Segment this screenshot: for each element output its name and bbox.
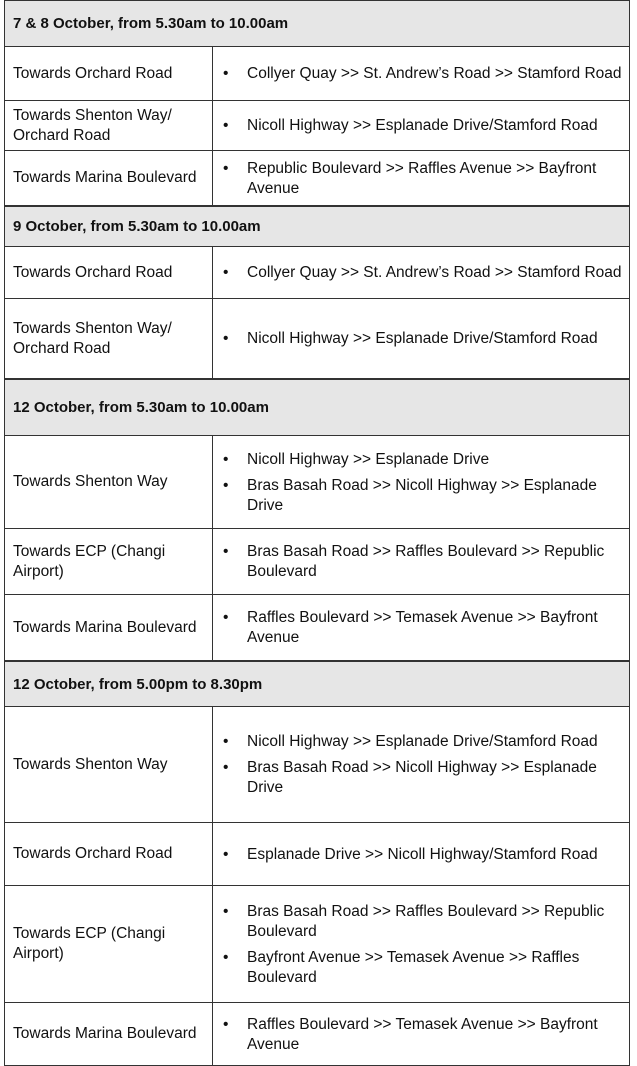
direction-cell: Towards Shenton Way/ Orchard Road	[5, 299, 213, 378]
section-oct-9	[4, 206, 630, 379]
table-row	[5, 436, 629, 529]
direction-cell: Towards Shenton Way	[5, 436, 213, 528]
routes-cell	[213, 1003, 629, 1065]
direction-cell: Towards Orchard Road	[5, 247, 213, 298]
table-row	[5, 1003, 629, 1066]
section-heading: 9 October, from 5.30am to 10.00am	[5, 207, 629, 247]
routes-cell	[213, 886, 629, 1002]
table-row	[5, 247, 629, 299]
table-row	[5, 47, 629, 101]
table-row	[5, 707, 629, 823]
direction-cell: Towards Orchard Road	[5, 47, 213, 100]
routes-cell	[213, 247, 629, 298]
route-item: • Bras Basah Road >> Nicoll Highway >> Esplanade Drive	[247, 476, 623, 516]
routes-cell	[213, 101, 629, 150]
section-oct-12-morning	[4, 379, 630, 661]
routes-cell	[213, 595, 629, 660]
routes-cell	[213, 151, 629, 205]
route-item: • Bayfront Avenue >> Temasek Avenue >> Raffles Boulevard	[247, 948, 623, 988]
routes-cell	[213, 823, 629, 885]
table-row	[5, 529, 629, 595]
table-row	[5, 151, 629, 206]
table-row	[5, 595, 629, 661]
routes-cell	[213, 436, 629, 528]
direction-cell: Towards Marina Boulevard	[5, 595, 213, 660]
direction-cell: Towards ECP (Changi Airport)	[5, 886, 213, 1002]
route-item: • Collyer Quay >> St. Andrew’s Road >> Stamford Road	[247, 64, 623, 84]
section-oct-12-evening	[4, 661, 630, 1066]
route-item: • Raffles Boulevard >> Temasek Avenue >> Bayfront Avenue	[247, 1015, 623, 1055]
section-heading: 7 & 8 October, from 5.30am to 10.00am	[5, 1, 629, 47]
table-row	[5, 823, 629, 886]
routes-cell	[213, 299, 629, 378]
table-row	[5, 299, 629, 379]
section-oct-7-8	[4, 0, 630, 206]
direction-cell: Towards Marina Boulevard	[5, 1003, 213, 1065]
direction-cell: Towards Orchard Road	[5, 823, 213, 885]
direction-cell: Towards Shenton Way	[5, 707, 213, 822]
routes-cell	[213, 707, 629, 822]
section-heading: 12 October, from 5.00pm to 8.30pm	[5, 662, 629, 707]
route-item: • Bras Basah Road >> Nicoll Highway >> Esplanade Drive	[247, 758, 623, 798]
route-item: • Nicoll Highway >> Esplanade Drive	[247, 450, 623, 470]
direction-cell: Towards Shenton Way/ Orchard Road	[5, 101, 213, 150]
table-row	[5, 886, 629, 1003]
route-item: • Nicoll Highway >> Esplanade Drive/Stamford Road	[247, 732, 623, 752]
route-item: • Nicoll Highway >> Esplanade Drive/Stamford Road	[247, 329, 623, 349]
direction-cell: Towards ECP (Changi Airport)	[5, 529, 213, 594]
route-item: • Nicoll Highway >> Esplanade Drive/Stamford Road	[247, 116, 623, 136]
route-item: • Bras Basah Road >> Raffles Boulevard >> Republic Boulevard	[247, 902, 623, 942]
route-item: • Collyer Quay >> St. Andrew’s Road >> Stamford Road	[247, 263, 623, 283]
road-closure-table	[4, 0, 630, 1066]
route-item: • Bras Basah Road >> Raffles Boulevard >> Republic Boulevard	[247, 542, 623, 582]
route-item: • Esplanade Drive >> Nicoll Highway/Stamford Road	[247, 845, 623, 865]
routes-cell	[213, 47, 629, 100]
routes-cell	[213, 529, 629, 594]
table-row	[5, 101, 629, 151]
route-item: • Raffles Boulevard >> Temasek Avenue >> Bayfront Avenue	[247, 608, 623, 648]
section-heading: 12 October, from 5.30am to 10.00am	[5, 380, 629, 436]
direction-cell: Towards Marina Boulevard	[5, 151, 213, 205]
route-item: • Republic Boulevard >> Raffles Avenue >> Bayfront Avenue	[247, 159, 623, 199]
